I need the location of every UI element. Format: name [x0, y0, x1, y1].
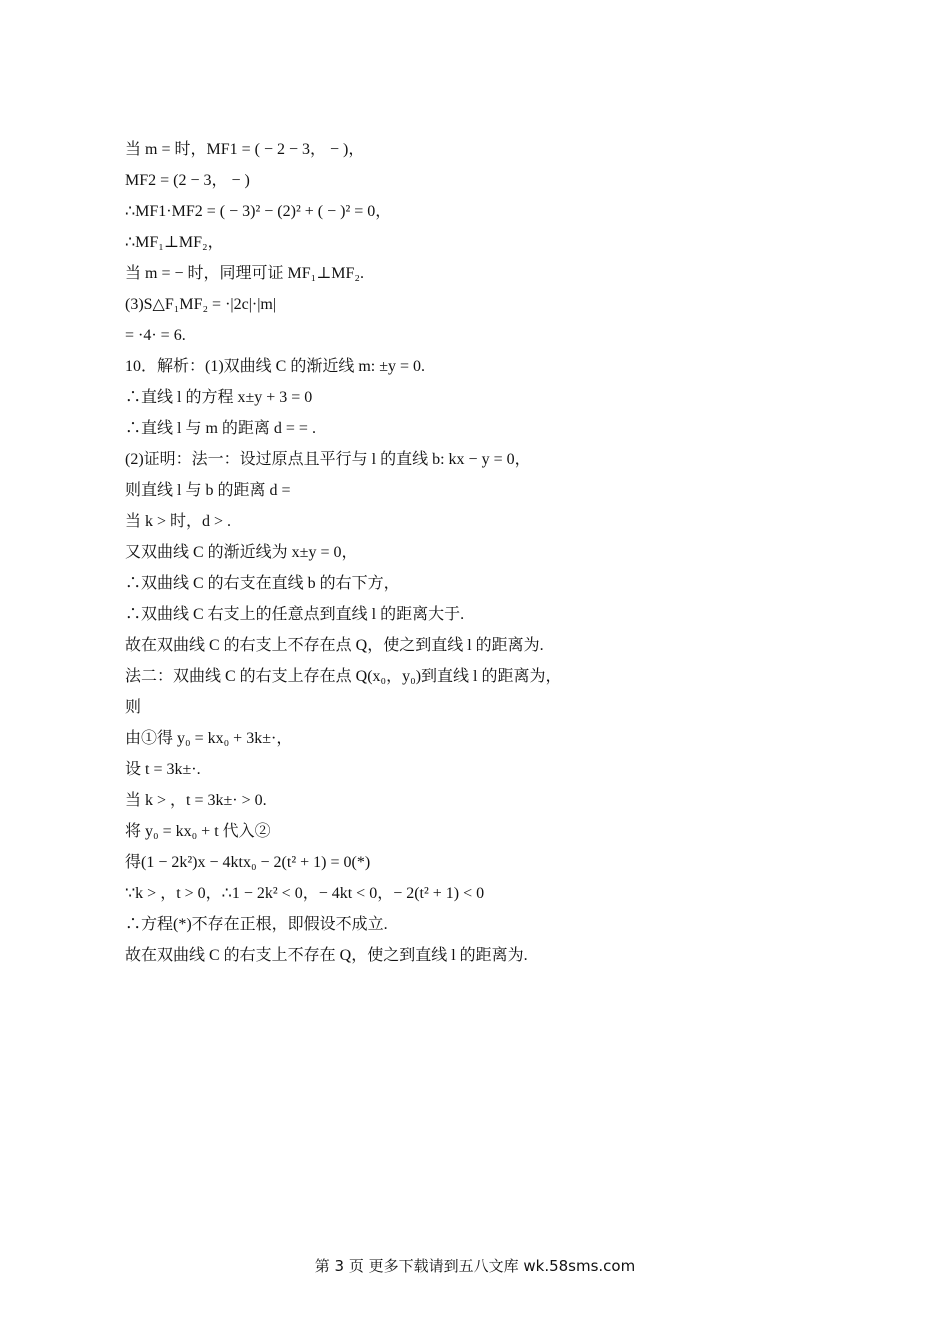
text-line: 由①得 y₀ = kx₀ + 3k±·， — [125, 730, 293, 747]
text-line: 当 m = − 时，同理可证 MF₁⊥MF₂. — [125, 265, 364, 282]
text-line: 又双曲线 C 的渐近线为 x±y = 0， — [125, 544, 358, 561]
text-line: ∴MF₁⊥MF₂， — [125, 234, 224, 251]
text-line: ∵k > ，t > 0，∴1 − 2k² < 0，− 4kt < 0，− 2(t² + 1) < 0 — [125, 885, 485, 902]
text-line: MF2 = (2 − 3， − ) — [125, 172, 250, 189]
text-line: ∴直线 l 与 m 的距离 d = = . — [125, 420, 316, 437]
text-line: 当 m = 时，MF1 = ( − 2 − 3， − )， — [125, 141, 365, 158]
text-line: 故在双曲线 C 的右支上不存在点 Q，使之到直线 l 的距离为. — [125, 637, 544, 654]
text-line: 将 y₀ = kx₀ + t 代入② — [125, 823, 271, 840]
text-line: (2)证明：法一：设过原点且平行与 l 的直线 b: kx − y = 0， — [125, 451, 531, 468]
text-line: ∴直线 l 的方程 x±y + 3 = 0 — [125, 389, 313, 406]
text-line: 当 k > 时，d > . — [125, 513, 232, 530]
text-line: 10．解析：(1)双曲线 C 的渐近线 m: ±y = 0. — [125, 358, 426, 375]
text-line: = ·4· = 6. — [125, 327, 186, 344]
text-line: ∴MF1·MF2 = ( − 3)² − (2)² + ( − )² = 0， — [125, 203, 392, 220]
text-line: ∴双曲线 C 的右支在直线 b 的右下方， — [125, 575, 400, 592]
text-line: ∴方程(*)不存在正根，即假设不成立. — [125, 916, 388, 933]
text-line: 当 k > ，t = 3k±· > 0. — [125, 792, 267, 809]
page-footer: 第 3 页 更多下载请到五八文库 wk.58sms.com — [314, 1257, 636, 1275]
text-line: 则 — [125, 699, 142, 716]
text-line: 则直线 l 与 b 的距离 d = — [125, 482, 291, 499]
text-line: 法二：双曲线 C 的右支上存在点 Q(x₀，y₀)到直线 l 的距离为， — [125, 668, 562, 685]
text-line: (3)S△F₁MF₂ = ·|2c|·|m| — [125, 296, 277, 313]
text-line: 得(1 − 2k²)x − 4ktx₀ − 2(t² + 1) = 0(*) — [125, 854, 371, 871]
solution-text — [125, 134, 825, 971]
text-line: 故在双曲线 C 的右支上不存在 Q，使之到直线 l 的距离为. — [125, 947, 528, 964]
text-line: 设 t = 3k±·. — [125, 761, 201, 778]
text-line: ∴双曲线 C 右支上的任意点到直线 l 的距离大于. — [125, 606, 465, 623]
